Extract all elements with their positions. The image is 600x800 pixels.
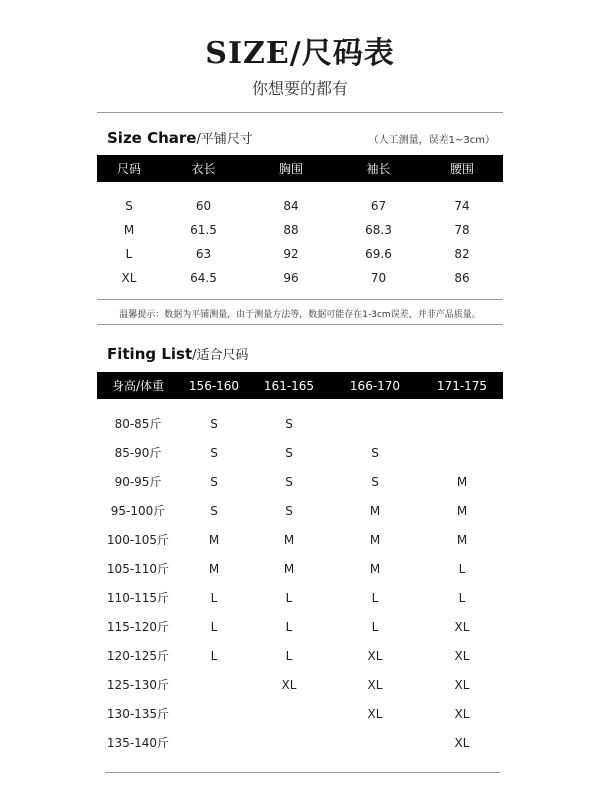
table-row — [97, 583, 503, 612]
table-cell: 60 — [195, 199, 212, 213]
size-col-header: 衣长 — [191, 162, 216, 176]
size-heading-rest: /平铺尺寸 — [196, 132, 253, 147]
size-cell — [249, 699, 329, 728]
size-cell: S — [371, 474, 379, 489]
weight-range-cell: 130-135斤 — [106, 707, 170, 721]
page-title: SIZE/尺码表 — [205, 36, 395, 71]
weight-range-cell: 90-95斤 — [114, 475, 162, 489]
table-row — [97, 525, 503, 554]
table-cell: 78 — [454, 223, 470, 237]
fit-table-header — [97, 372, 503, 399]
weight-range-cell: 120-125斤 — [106, 649, 170, 663]
size-cell: L — [371, 590, 379, 605]
spacer — [97, 399, 503, 409]
table-cell: M — [123, 223, 135, 237]
size-cell: S — [285, 445, 293, 460]
size-cell: XL — [367, 648, 383, 663]
table-cell: 61.5 — [190, 223, 217, 237]
size-cell: S — [210, 445, 218, 460]
table-row — [97, 242, 503, 266]
size-table-header — [97, 155, 503, 182]
size-cell: M — [208, 561, 220, 576]
table-cell: 64.5 — [190, 271, 217, 285]
table-cell: 86 — [454, 271, 470, 285]
table-cell: 63 — [195, 247, 212, 261]
size-cell: M — [369, 561, 381, 576]
weight-range-cell: 135-140斤 — [106, 736, 170, 750]
table-row — [97, 266, 503, 290]
table-row — [97, 496, 503, 525]
fitting-list-table — [97, 372, 503, 757]
size-cell: S — [285, 416, 293, 431]
fit-col-header: 身高/体重 — [111, 379, 165, 393]
size-cell: S — [210, 416, 218, 431]
weight-range-cell: 85-90斤 — [114, 446, 162, 460]
size-cell: XL — [454, 706, 470, 721]
table-cell: 96 — [283, 271, 299, 285]
size-cell: S — [210, 474, 218, 489]
table-cell: 92 — [283, 247, 299, 261]
size-cell: S — [285, 474, 293, 489]
size-col-header: 袖长 — [366, 162, 391, 176]
size-cell: M — [283, 561, 295, 576]
size-cell — [421, 438, 503, 467]
size-col-header: 胸围 — [278, 162, 303, 176]
page-subtitle: 你想要的都有 — [251, 79, 348, 98]
fit-section-heading — [107, 344, 249, 363]
size-chart-table — [97, 155, 503, 290]
warm-tip: 温馨提示：数据为平铺测量，由于测量方法等，数据可能存在1-3cm误差，并非产品质量。 — [119, 310, 481, 320]
size-cell — [179, 699, 249, 728]
weight-range-cell: 110-115斤 — [106, 591, 170, 605]
size-cell: L — [210, 590, 218, 605]
size-cell: L — [458, 561, 466, 576]
table-cell: L — [125, 247, 133, 261]
bottom-divider — [105, 772, 500, 773]
table-cell: 67 — [370, 199, 387, 213]
table-cell: 82 — [454, 247, 470, 261]
size-cell: M — [208, 532, 220, 547]
weight-range-cell: 105-110斤 — [106, 562, 170, 576]
size-cell — [421, 409, 503, 438]
size-cell: XL — [454, 619, 470, 634]
fit-col-header: 171-175 — [436, 378, 488, 393]
table-row — [97, 194, 503, 218]
table-cell: 68.3 — [365, 223, 392, 237]
size-cell: M — [456, 503, 468, 518]
size-cell: XL — [367, 677, 383, 692]
fit-heading-rest: /适合尺码 — [192, 348, 249, 363]
size-cell: L — [285, 648, 293, 663]
size-cell: XL — [281, 677, 297, 692]
size-cell: L — [285, 619, 293, 634]
size-cell: XL — [454, 677, 470, 692]
size-cell: M — [369, 503, 381, 518]
size-col-header: 腰围 — [449, 162, 474, 176]
size-col-header: 尺码 — [116, 162, 141, 176]
table-row — [97, 670, 503, 699]
table-row — [97, 409, 503, 438]
size-cell: L — [458, 590, 466, 605]
size-cell: XL — [454, 648, 470, 663]
size-cell: M — [369, 532, 381, 547]
table-cell: 69.6 — [365, 247, 392, 261]
size-cell — [179, 728, 249, 757]
size-table-bottom-rule — [97, 299, 503, 300]
size-cell: S — [371, 445, 379, 460]
size-cell: XL — [454, 735, 470, 750]
size-cell: M — [456, 532, 468, 547]
size-cell: S — [210, 503, 218, 518]
fit-heading-bold: Fiting List — [107, 345, 193, 363]
size-cell: L — [285, 590, 293, 605]
table-row — [97, 218, 503, 242]
size-heading-bold: Size Chare — [107, 129, 197, 147]
table-row — [97, 612, 503, 641]
fit-col-header: 161-165 — [263, 378, 315, 393]
warm-tip-rule — [97, 324, 503, 325]
weight-range-cell: 125-130斤 — [106, 678, 170, 692]
table-row — [97, 728, 503, 757]
table-cell: 88 — [283, 223, 299, 237]
fit-col-header: 166-170 — [349, 378, 401, 393]
top-divider — [97, 112, 503, 113]
size-cell: L — [371, 619, 379, 634]
weight-range-cell: 115-120斤 — [106, 620, 170, 634]
table-cell: 70 — [370, 271, 387, 285]
spacer — [97, 182, 503, 194]
weight-range-cell: 100-105斤 — [106, 533, 170, 547]
table-row — [97, 641, 503, 670]
table-row — [97, 554, 503, 583]
size-cell — [179, 670, 249, 699]
table-row — [97, 699, 503, 728]
fit-col-header: 156-160 — [188, 378, 240, 393]
size-cell: M — [283, 532, 295, 547]
measure-note: （人工测量，误差1~3cm） — [368, 135, 495, 146]
weight-range-cell: 80-85斤 — [114, 417, 162, 431]
size-cell — [329, 728, 421, 757]
table-cell: XL — [121, 271, 137, 285]
size-cell — [249, 728, 329, 757]
size-cell: L — [210, 648, 218, 663]
table-row — [97, 438, 503, 467]
table-row — [97, 467, 503, 496]
table-cell: S — [125, 199, 133, 213]
weight-range-cell: 95-100斤 — [110, 504, 166, 518]
table-cell: 74 — [454, 199, 470, 213]
size-cell: XL — [367, 706, 383, 721]
size-cell: S — [285, 503, 293, 518]
table-cell: 84 — [283, 199, 299, 213]
size-cell: M — [456, 474, 468, 489]
size-cell: L — [210, 619, 218, 634]
size-section-heading — [107, 128, 253, 147]
size-cell — [329, 409, 421, 438]
